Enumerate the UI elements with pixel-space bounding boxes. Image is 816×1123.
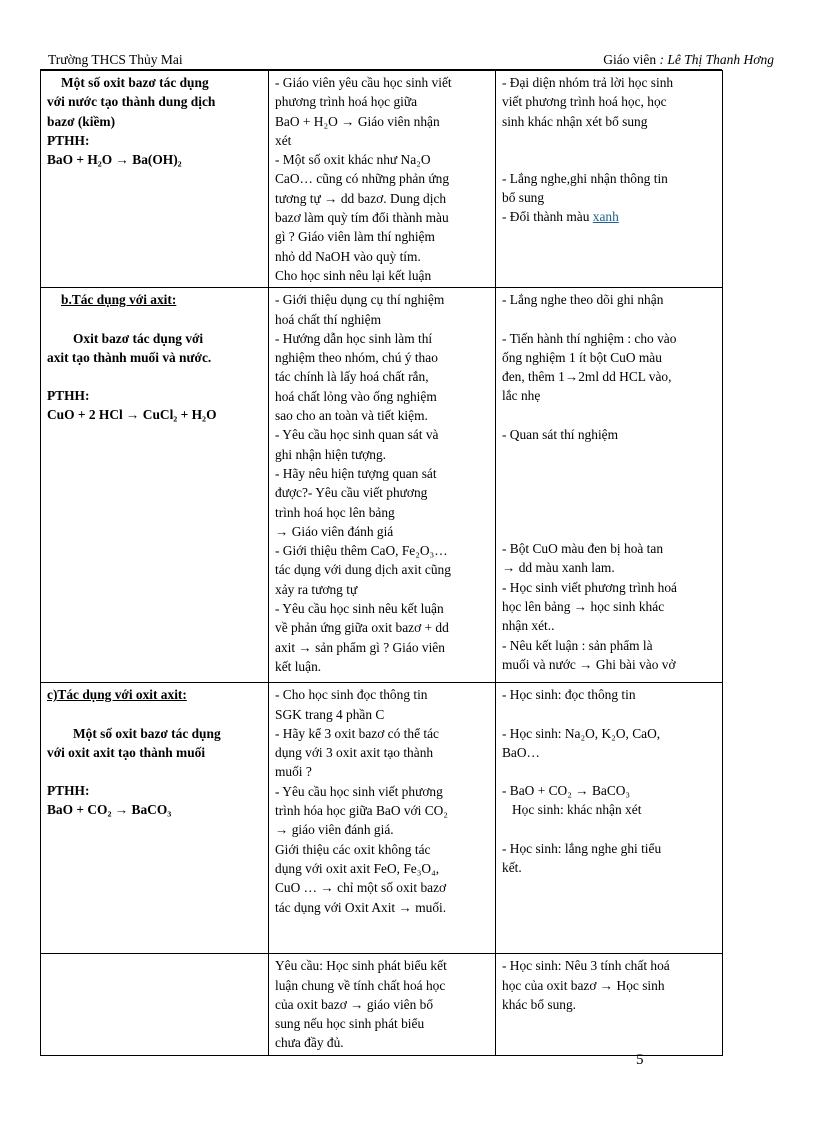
text-line: - Giới thiệu thêm CaO, Fe₂O₃… [275,543,448,559]
teacher-info [603,52,774,68]
student-activity-cell [496,288,723,683]
text-line: SGK trang 4 phần C [275,706,385,722]
text-line: CuO … → chỉ một số oxit bazơ [275,880,447,896]
text-line: xét [275,132,292,148]
text-line: axit tạo thành muối và nước. [47,349,212,365]
text-line: sao cho an toàn và tiết kiệm. [275,408,428,424]
text-line: tác dụng với dung dịch axit cũng [275,562,451,578]
text-line: - Học sinh: đọc thông tin [502,687,636,703]
text-line: - Lắng nghe,ghi nhận thông tin [502,170,668,186]
text-line: lắc nhẹ [502,388,541,404]
text-line: PTHH: [47,783,90,799]
content-cell [41,71,269,288]
spacer [47,762,264,781]
text-line: ghi nhận hiện tượng. [275,446,387,462]
text-line: bổ sung [502,190,545,206]
spacer [502,444,718,539]
text-line: ống nghiệm 1 ít bột CuO màu [502,349,662,365]
text-line: - Một số oxit khác như Na₂O [275,152,431,168]
text-line: BaO + H₂O → Giáo viên nhận [275,113,440,129]
text-line: đen, thêm 1→2ml dd HCL vào, [502,369,672,385]
spacer [502,131,718,169]
spacer [502,762,718,781]
text-line: - Yêu cầu học sinh quan sát và [275,427,439,443]
text-line: dụng với 3 oxit axit tạo thành [275,745,434,761]
text-line: tương tự → dd bazơ. Dung dịch [275,190,447,206]
text-line: - Tiến hành thí nghiệm : cho vào [502,330,677,346]
text-line: - Học sinh viết phương trình hoá [502,579,678,595]
text-line: nhỏ dd NaOH vào quỳ tím. [275,248,421,264]
teacher-label: Giáo viên [603,52,657,67]
text-line: gì ? Giáo viên làm thí nghiệm [275,229,435,245]
text-line [502,207,718,226]
text-line: với nước tạo thành dung dịch [47,94,216,110]
text-line: hoá chất lỏng vào ống nghiệm [275,388,437,404]
text-line: muối và nước → Ghi bài vào vở [502,656,676,672]
text-line: CaO… cũng có những phản ứng [275,171,450,187]
content-cell [41,288,269,683]
spacer [47,705,264,724]
text-line: - Yêu cầu học sinh viết phương [275,783,443,799]
text-line: → dd màu xanh lam. [502,560,615,576]
text-line: - Giới thiệu dụng cụ thí nghiệm [275,292,445,308]
text-line: tác dụng với Oxit Axit → muối. [275,899,447,915]
text-line: PTHH: [47,388,90,404]
page-header [48,52,774,70]
text-line: - Học sinh: lắng nghe ghi tiểu [502,840,662,856]
text-fragment: - Đổi thành màu [502,209,590,225]
teacher-activity-cell [269,71,496,288]
teacher-activity-cell [269,288,496,683]
text-line: → Giáo viên đánh giá [275,523,394,539]
text-line: kết luận. [275,658,322,674]
text-line: - Hướng dẫn học sinh làm thí [275,330,433,346]
text-line: sung nếu học sinh phát biểu [275,1016,425,1032]
text-line: viết phương trình hoá học, học [502,94,667,110]
lesson-table [40,70,723,1056]
text-line: Học sinh: khác nhận xét [512,802,642,818]
answer-link[interactable]: xanh [592,209,619,225]
text-line: Oxit bazơ tác dụng với [73,330,204,346]
text-line: tác chính là lấy hoá chất rắn, [275,369,429,385]
text-line: - Yêu cầu học sinh nêu kết luận [275,601,444,617]
page-number: 5 [636,1052,644,1068]
section-heading: c)Tác dụng với oxit axit: [47,687,187,703]
text-line: về phản ứng giữa oxit bazơ + dd [275,620,449,636]
teacher-name: : Lê Thị Thanh Hơng [659,52,774,67]
text-line: xảy ra tương tự [275,581,358,597]
text-line: axit → sản phẩm gì ? Giáo viên [275,639,445,655]
text-line: - Học sinh: Na₂O, K₂O, CaO, [502,725,661,741]
text-line: Yêu cầu: Học sinh phát biểu kết [275,958,447,974]
spacer [47,367,264,386]
text-line: sinh khác nhận xét bổ sung [502,113,648,129]
equation: CuO + 2 HCl → CuCl₂ + H₂O [47,407,217,423]
spacer [502,705,718,724]
text-line: trình hoá học lên bảng [275,504,395,520]
text-line: - Giáo viên yêu cầu học sinh viết [275,75,452,90]
text-line: khác bổ sung. [502,996,577,1012]
text-line: kết. [502,860,522,876]
text-line: - Hãy nêu hiện tượng quan sát [275,465,437,481]
student-activity-cell [496,954,723,1055]
text-line: hoá chất thí nghiệm [275,311,381,327]
text-line: dụng với oxit axit FeO, Fe₃O₄, [275,860,440,876]
text-line: - Bột CuO màu đen bị hoà tan [502,541,664,557]
text-line: học lên bảng → học sinh khác [502,598,665,614]
student-activity-cell [496,71,723,288]
text-line: Một số oxit bazơ tác dụng [61,75,209,90]
text-line: - Nêu kết luận : sản phẩm là [502,637,653,653]
content-cell [41,954,269,1055]
table-row [41,71,723,288]
teacher-activity-cell [269,683,496,954]
text-line: chưa đầy đủ. [275,1035,344,1051]
text-line: nhận xét.. [502,618,555,634]
text-line: học của oxit bazơ → Học sinh [502,977,665,993]
text-line: được?- Yêu cầu viết phương [275,485,428,501]
text-line: Giới thiệu các oxit không tác [275,841,431,857]
text-line: luận chung về tính chất hoá học [275,977,446,993]
text-line: - Quan sát thí nghiệm [502,426,619,442]
text-line: của oxit bazơ → giáo viên bổ [275,996,434,1012]
text-line: với oxit axit tạo thành muối [47,744,206,760]
student-activity-cell [496,683,723,954]
text-line: Một số oxit bazơ tác dụng [73,725,221,741]
text-line: - Đại diện nhóm trả lời học sinh [502,75,674,90]
spacer [47,310,264,329]
table-row [41,683,723,954]
table-row [41,288,723,683]
content-cell [41,683,269,954]
text-line: - Hãy kể 3 oxit bazơ có thể tác [275,725,439,741]
text-line: bazơ làm quỳ tím đổi thành màu [275,210,449,226]
spacer [502,820,718,839]
text-line: - Học sinh: Nêu 3 tính chất hoá [502,958,670,974]
text-line: → giáo viên đánh giá. [275,822,394,838]
text-line: muối ? [275,764,312,780]
text-line: BaO… [502,744,540,760]
text-line: - Lắng nghe theo dõi ghi nhận [502,292,664,308]
text-line: bazơ (kiềm) [47,113,116,129]
text-line: trình hóa học giữa BaO với CO₂ [275,803,448,819]
text-line: phương trình hoá học giữa [275,94,418,110]
text-line: - Cho học sinh đọc thông tin [275,687,428,703]
equation: BaO + CO₂ → BaCO₃ [47,802,172,818]
text-line: - BaO + CO₂ → BaCO₃ [502,783,631,799]
section-heading: b.Tác dụng với axit: [61,292,177,308]
school-name: Trường THCS Thủy Mai [48,52,183,67]
text-line: Cho học sinh nêu lại kết luận [275,267,432,283]
equation: BaO + H₂O → Ba(OH)₂ [47,152,182,168]
text-line: PTHH: [47,132,90,148]
table-row [41,954,723,1055]
text-line: nghiệm theo nhóm, chú ý thao [275,350,438,366]
teacher-activity-cell [269,954,496,1055]
spacer [502,406,718,425]
spacer [502,310,718,329]
